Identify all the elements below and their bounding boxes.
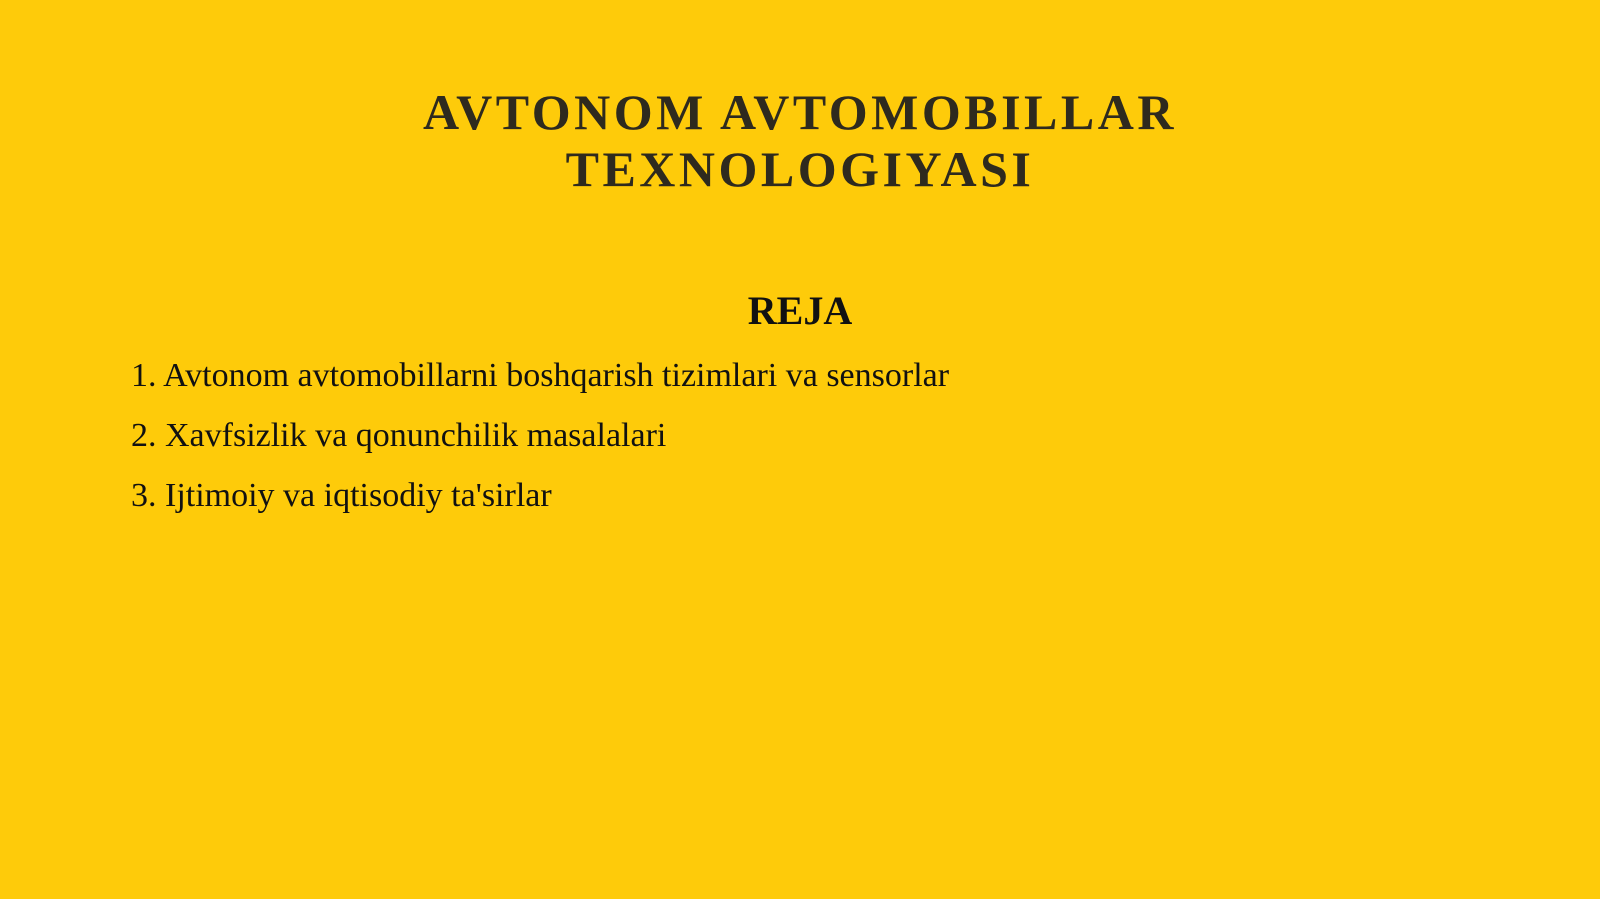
slide-title-line-1: AVTONOM AVTOMOBILLAR [423,84,1177,140]
slide-title [0,84,1600,198]
plan-heading: REJA [747,288,853,333]
slide-title-line-2: TEXNOLOGIYASI [565,141,1035,197]
plan-item-3: 3. Ijtimoiy va iqtisodiy ta'sirlar [131,477,552,514]
plan-item-2: 2. Xavfsizlik va qonunchilik masalalari [131,417,667,454]
plan-item-1: 1. Avtonom avtomobillarni boshqarish tizimlari va sensorlar [131,357,950,394]
plan-list [131,355,949,535]
